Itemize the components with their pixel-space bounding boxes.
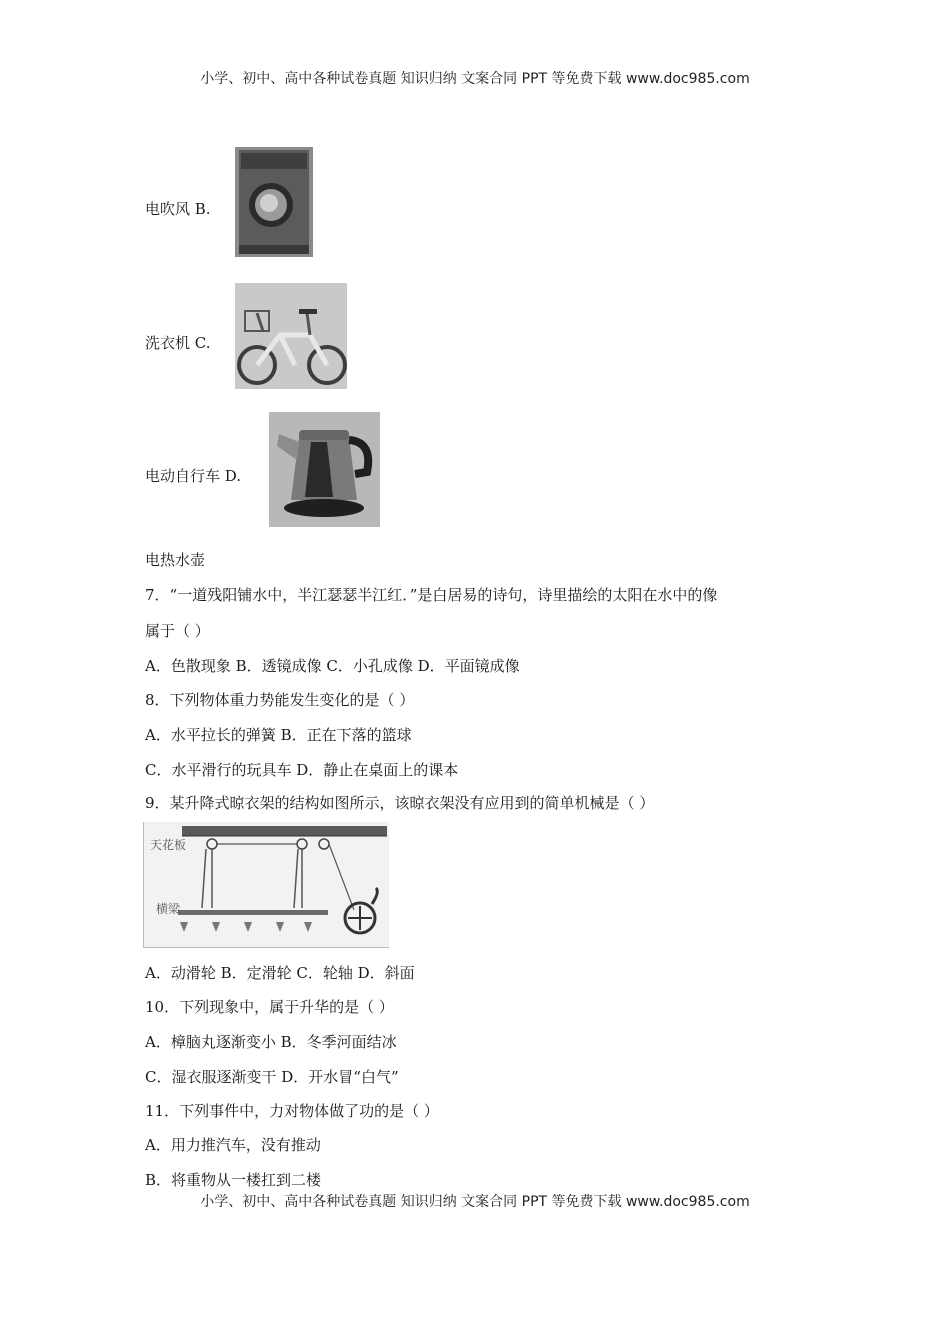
beam-label: 横梁 bbox=[156, 902, 181, 916]
q6-option-d-text: 电热水壶 bbox=[145, 551, 206, 569]
q8-stem: 8．下列物体重力势能发生变化的是（ ） bbox=[145, 691, 415, 709]
q7-stem-line1: 7．“一道残阳铺水中，半江瑟瑟半江红．”是白居易的诗句，诗里描绘的太阳在水中的像 bbox=[145, 586, 718, 604]
q10-options-line2: C．湿衣服逐渐变干 D．开水冒“白气” bbox=[145, 1068, 399, 1086]
q7-options: A．色散现象 B．透镜成像 C．小孔成像 D．平面镜成像 bbox=[145, 657, 520, 675]
q10-options-line1: A．樟脑丸逐渐变小 B．冬季河面结冰 bbox=[145, 1033, 397, 1051]
q9-stem: 9．某升降式晾衣架的结构如图所示，该晾衣架没有应用到的简单机械是（ ） bbox=[145, 794, 655, 812]
ceiling-label: 天花板 bbox=[150, 838, 187, 852]
electric-bicycle-image bbox=[235, 283, 347, 389]
q11-stem: 11．下列事件中，力对物体做了功的是（ ） bbox=[145, 1102, 439, 1120]
page-header: 小学、初中、高中各种试卷真题 知识归纳 文案合同 PPT 等免费下载 www.doc985.com bbox=[200, 71, 750, 87]
q6-option-b-text: 洗衣机 C. bbox=[145, 334, 211, 352]
page-footer: 小学、初中、高中各种试卷真题 知识归纳 文案合同 PPT 等免费下载 www.doc985.com bbox=[200, 1194, 750, 1210]
washing-machine-image bbox=[235, 147, 313, 257]
q11-option-a: A．用力推汽车，没有推动 bbox=[145, 1136, 321, 1154]
q9-options: A．动滑轮 B．定滑轮 C．轮轴 D．斜面 bbox=[145, 964, 415, 982]
electric-kettle-image bbox=[269, 412, 380, 527]
q8-options-line1: A．水平拉长的弹簧 B．正在下落的篮球 bbox=[145, 726, 412, 744]
q8-options-line2: C．水平滑行的玩具车 D．静止在桌面上的课本 bbox=[145, 761, 459, 779]
q6-option-a-text: 电吹风 B. bbox=[145, 200, 211, 218]
q6-option-c-text: 电动自行车 D. bbox=[145, 467, 242, 485]
q7-stem-line2: 属于（ ） bbox=[145, 622, 210, 640]
q11-option-b: B．将重物从一楼扛到二楼 bbox=[145, 1171, 322, 1189]
q10-stem: 10．下列现象中，属于升华的是（ ） bbox=[145, 998, 394, 1016]
clothes-rack-figure bbox=[143, 822, 389, 948]
